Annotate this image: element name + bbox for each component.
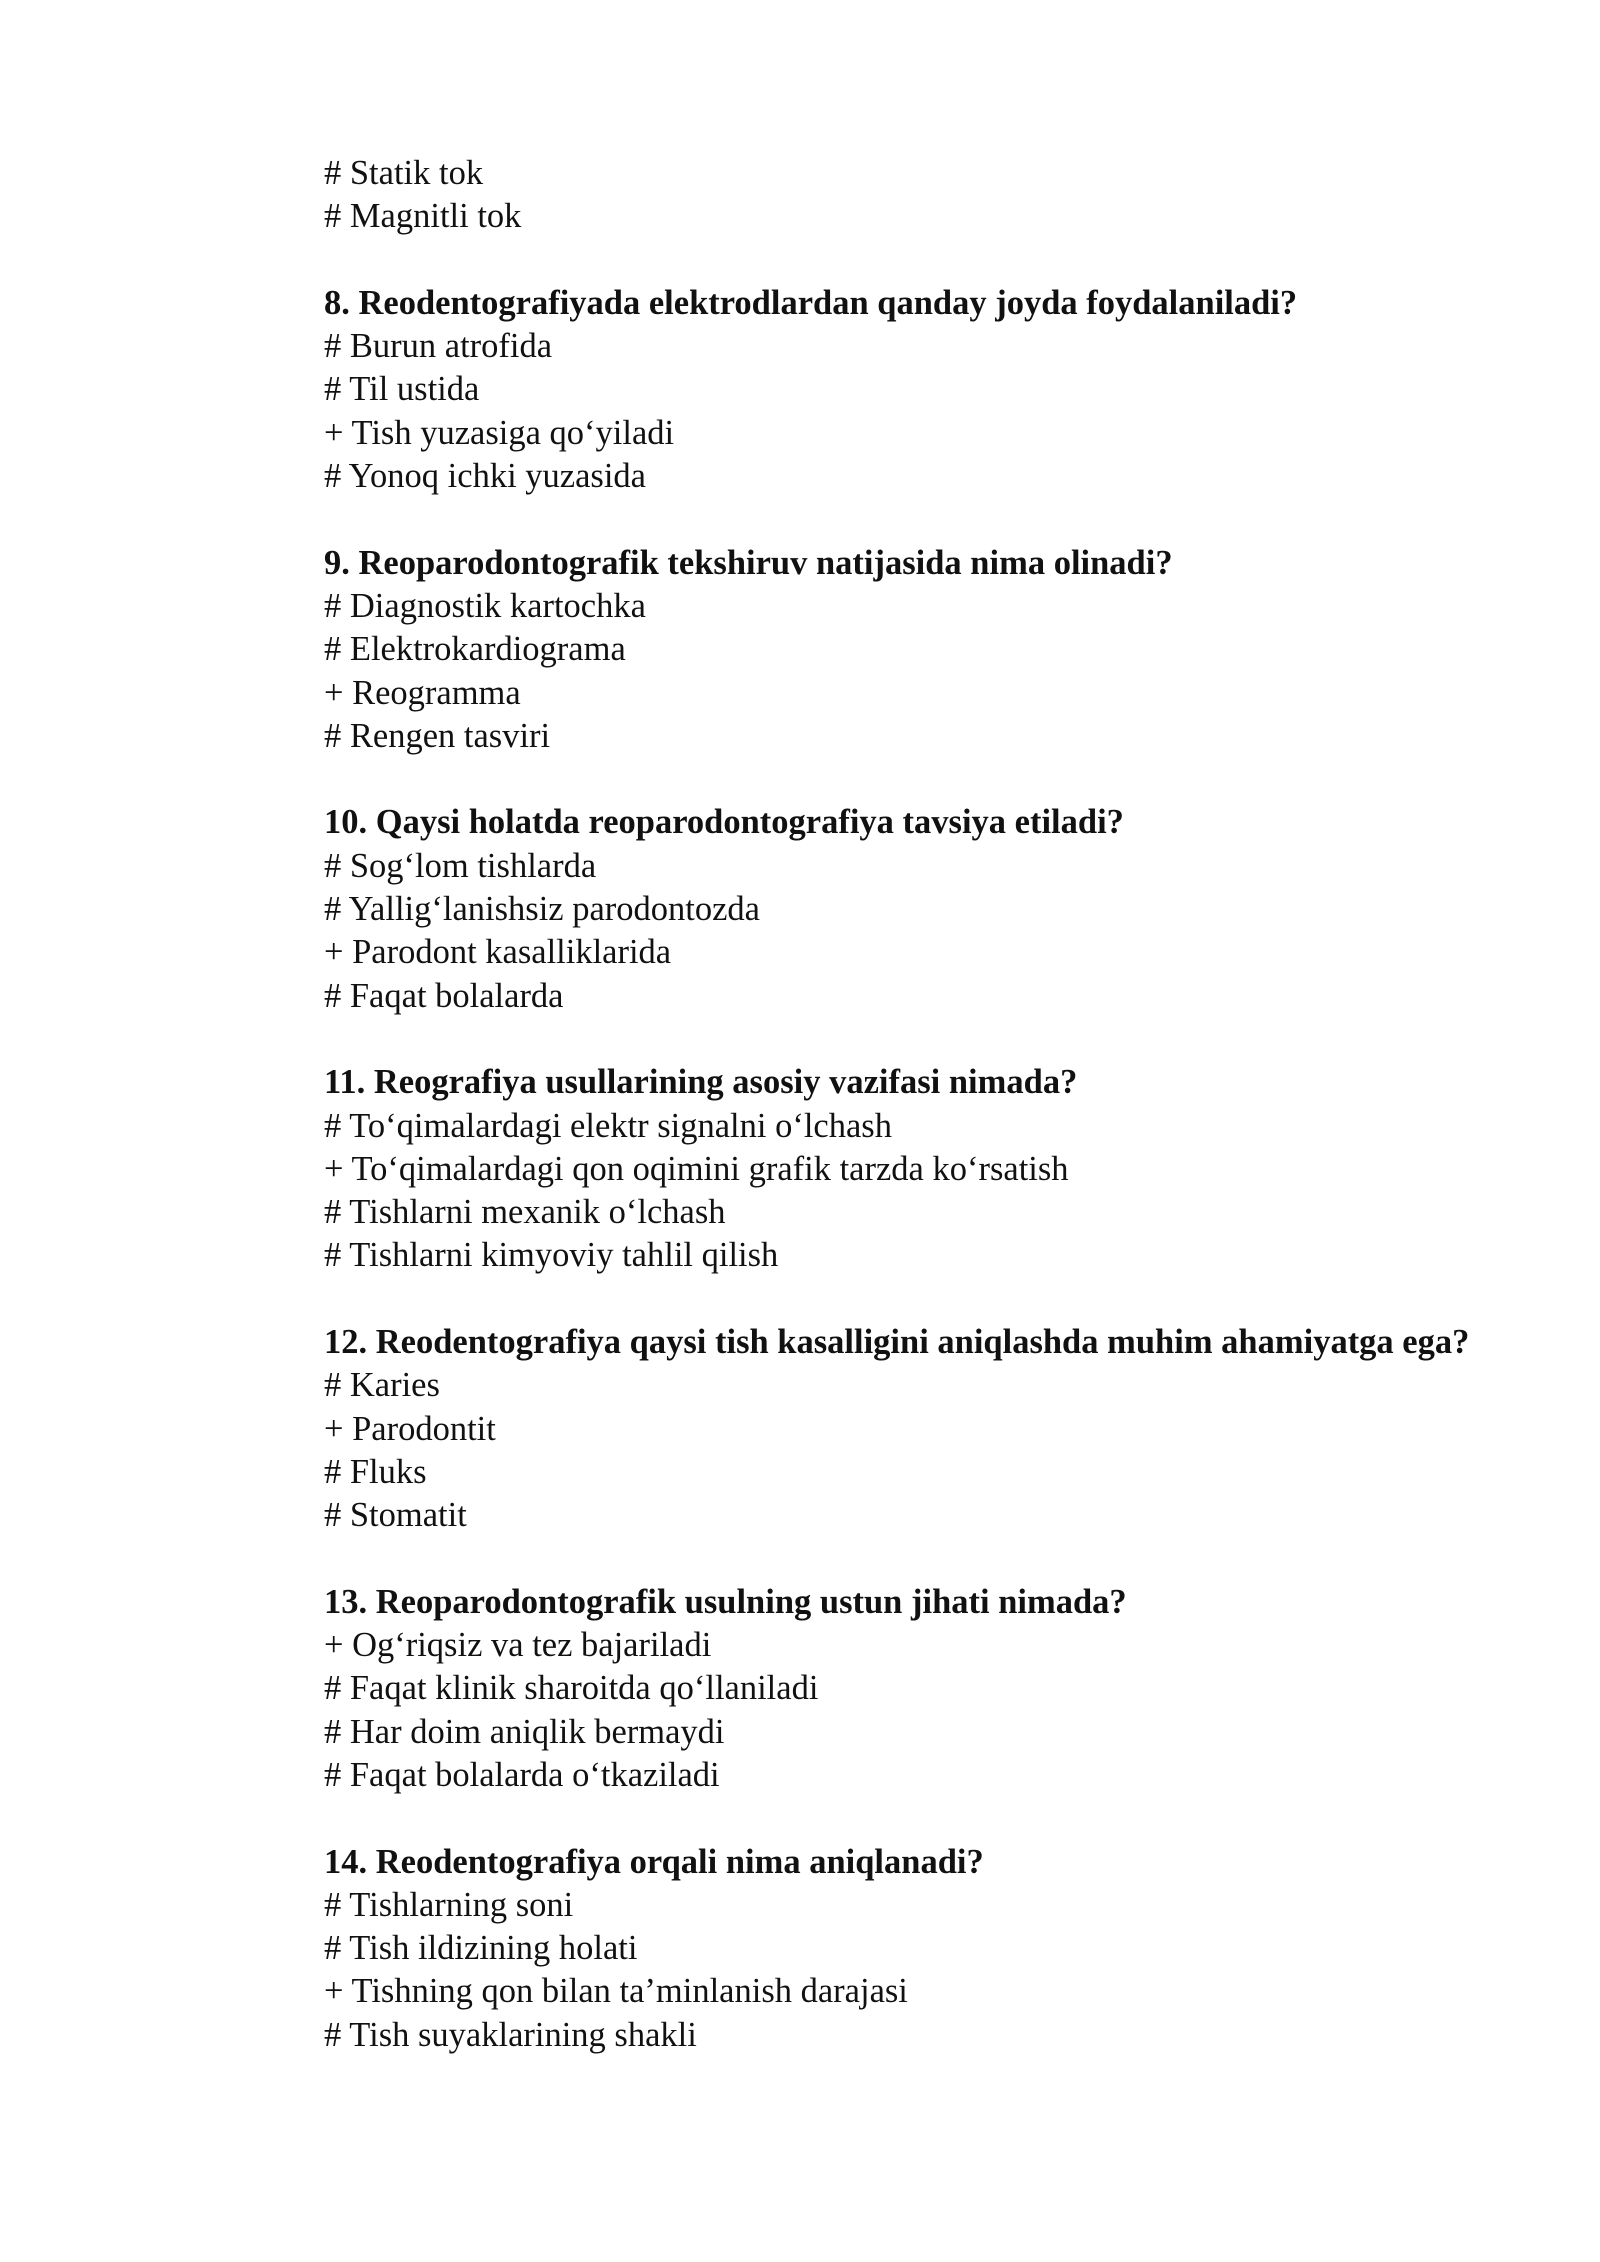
answer-option: # Magnitli tok xyxy=(324,197,522,236)
question-title: 12. Reodentografiya qaysi tish kasalligini aniqlashda muhim ahamiyatga ega? xyxy=(324,1323,1470,1362)
answer-option: # Tishlarni kimyoviy tahlil qilish xyxy=(324,1236,779,1275)
answer-option: # Stomatit xyxy=(324,1496,467,1535)
answer-option: # Faqat bolalarda xyxy=(324,976,564,1015)
answer-option-correct: + Tish yuzasiga qo‘yiladi xyxy=(324,413,675,452)
answer-option-correct: + Og‘riqsiz va tez bajariladi xyxy=(324,1626,712,1665)
answer-option: # Tishlarni mexanik o‘lchash xyxy=(324,1193,726,1232)
answer-option: # To‘qimalardagi elektr signalni o‘lchash xyxy=(324,1106,892,1145)
question-title: 14. Reodentografiya orqali nima aniqlanadi? xyxy=(324,1842,984,1881)
quiz-content xyxy=(324,152,1504,2057)
answer-option: # Diagnostik kartochka xyxy=(324,586,646,625)
question-title: 10. Qaysi holatda reoparodontografiya tavsiya etiladi? xyxy=(324,803,1124,842)
previous-question-answers xyxy=(324,152,1504,239)
answer-option: # Rengen tasviri xyxy=(324,716,551,755)
answer-option: # Til ustida xyxy=(324,370,480,409)
answer-option: # Faqat bolalarda o‘tkaziladi xyxy=(324,1755,720,1794)
question-10 xyxy=(324,801,1504,1017)
answer-option: # Tish ildizining holati xyxy=(324,1929,638,1968)
question-14 xyxy=(324,1841,1504,2057)
answer-option: # Burun atrofida xyxy=(324,327,553,366)
answer-option: # Tish suyaklarining shakli xyxy=(324,2015,697,2054)
answer-option: # Tishlarning soni xyxy=(324,1885,574,1924)
answer-option: # Yallig‘lanishsiz parodontozda xyxy=(324,890,760,929)
question-12 xyxy=(324,1321,1504,1537)
question-11 xyxy=(324,1061,1504,1277)
answer-option-correct: + Parodontit xyxy=(324,1409,496,1448)
answer-option: # Faqat klinik sharoitda qo‘llaniladi xyxy=(324,1669,819,1708)
answer-option-correct: + Reogramma xyxy=(324,673,521,712)
answer-option: # Sog‘lom tishlarda xyxy=(324,846,597,885)
answer-option-correct: + Tishning qon bilan ta’minlanish darajasi xyxy=(324,1972,908,2011)
question-8 xyxy=(324,282,1504,498)
answer-option: # Yonoq ichki yuzasida xyxy=(324,457,646,496)
question-13 xyxy=(324,1581,1504,1797)
question-title: 8. Reodentografiyada elektrodlardan qanday joyda foydalaniladi? xyxy=(324,283,1298,322)
answer-option-correct: + Parodont kasalliklarida xyxy=(324,933,672,972)
question-9 xyxy=(324,542,1504,758)
answer-option: # Fluks xyxy=(324,1452,427,1491)
answer-option: # Elektrokardiograma xyxy=(324,630,626,669)
answer-option: # Har doim aniqlik bermaydi xyxy=(324,1712,725,1751)
question-title: 9. Reoparodontografik tekshiruv natijasida nima olinadi? xyxy=(324,543,1173,582)
question-title: 13. Reoparodontografik usulning ustun jihati nimada? xyxy=(324,1582,1127,1621)
question-title: 11. Reografiya usullarining asosiy vazifasi nimada? xyxy=(324,1063,1078,1102)
answer-option: # Karies xyxy=(324,1366,440,1405)
answer-option-correct: + To‘qimalardagi qon oqimini grafik tarzda ko‘rsatish xyxy=(324,1149,1069,1188)
answer-option: # Statik tok xyxy=(324,154,484,192)
